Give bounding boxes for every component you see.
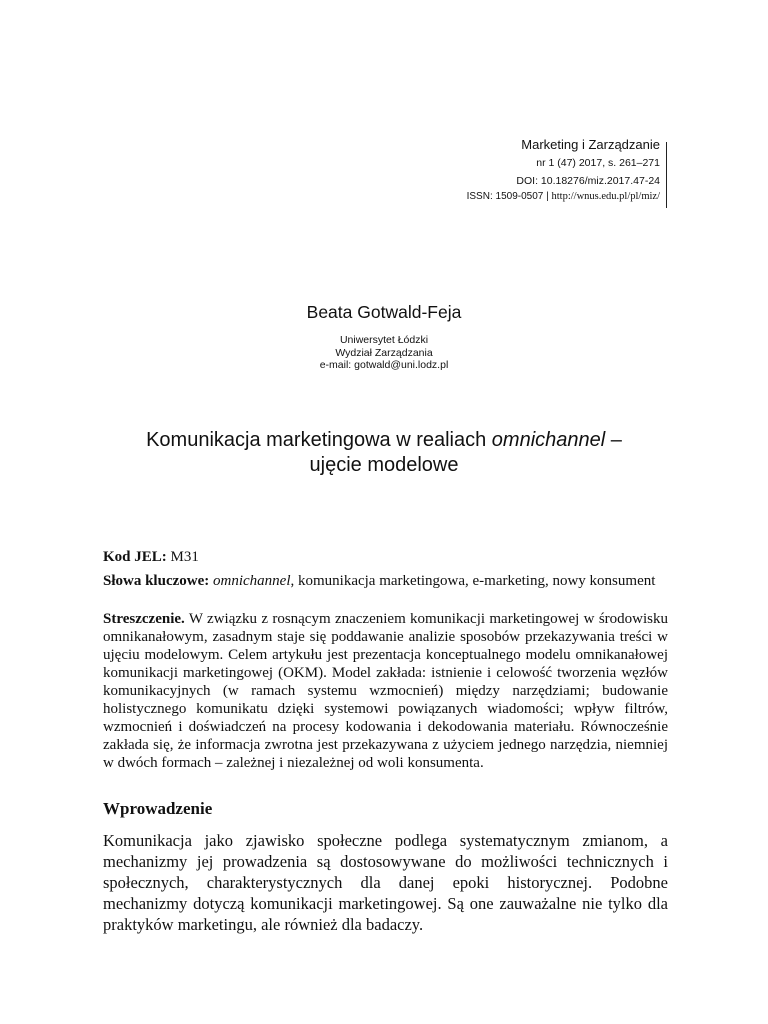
- paper-title: [0, 428, 768, 478]
- affiliation-faculty: Wydział Zarządzania: [335, 346, 433, 359]
- header-vertical-rule: [666, 142, 667, 208]
- paper-title-italic: omnichannel: [491, 429, 606, 451]
- paper-title-line2: ujęcie modelowe: [309, 454, 459, 476]
- journal-doi: DOI: 10.18276/miz.2017.47-24: [516, 174, 660, 187]
- journal-header: [360, 138, 660, 203]
- author-affiliation: [0, 334, 768, 372]
- author-email[interactable]: e-mail: gotwald@uni.lodz.pl: [319, 359, 449, 371]
- intro-paragraph: Komunikacja jako zjawisko społeczne podlega systematycznym zmianom, a mechanizmy jej prowadzenia są dostosowywane do możliwości technicznych i społecznych, charakterystycznych dla danej epoki historycznej. Podobne mechanizmy dotyczą komunikacji marketingowej. Są one zauważalne nie tylko dla praktyków marketingu, ale również dla badaczy.: [103, 831, 668, 934]
- author-name: Beata Gotwald-Feja: [306, 302, 462, 322]
- keywords-text: , komunikacja marketingowa, e-marketing, nowy konsument: [290, 573, 656, 589]
- abstract: [103, 610, 668, 772]
- keywords-italic: omnichannel: [213, 573, 291, 589]
- paper-title-part2: –: [605, 429, 622, 451]
- jel-value: M31: [166, 549, 199, 565]
- keywords: [103, 572, 668, 590]
- affiliation-university: Uniwersytet Łódzki: [339, 334, 429, 346]
- jel-label: Kod JEL:: [103, 549, 167, 565]
- journal-title: Marketing i Zarządzanie: [521, 137, 660, 152]
- keywords-label: Słowa kluczowe:: [103, 573, 210, 589]
- journal-issn-line: [360, 192, 660, 203]
- paper-title-part1: Komunikacja marketingowa w realiach: [146, 429, 492, 451]
- jel-code: [103, 548, 668, 566]
- journal-issue: nr 1 (47) 2017, s. 261–271: [536, 157, 660, 169]
- section-heading-intro: Wprowadzenie: [103, 799, 213, 818]
- journal-issn: ISSN: 1509-0507 |: [466, 191, 549, 202]
- abstract-text: W związku z rosnącym znaczeniem komunikacji marketingowej w środowisku omnikanałowym, zasadnym staje się poddawanie analizie sposobów przekazywania treści w ujęciu modelowym. Celem artykułu jest prezentacja konceptualnego modelu omnikanałowej komunikacji marketingowej (OKM). Model zakłada: istnienie i celowość tworzenia węzłów komunikacyjnych (w ramach systemu wzmocnień) między narzędziami; budowanie holistycznego komunikatu dzięki systemowi powiązanych wiadomości; wpływ filtrów, wzmocnień i doświadczeń na procesy kodowania i dekodowania materiału. Równocześnie zakłada się, że informacja zwrotna jest przekazywana z użyciem jednego narzędzia, niemniej w dwóch formach – zależnej i niezależnej od woli konsumenta.: [103, 611, 668, 771]
- journal-url[interactable]: http://wnus.edu.pl/pl/miz/: [551, 191, 660, 202]
- paper-title-line1: [0, 428, 768, 453]
- abstract-label: Streszczenie.: [103, 611, 185, 627]
